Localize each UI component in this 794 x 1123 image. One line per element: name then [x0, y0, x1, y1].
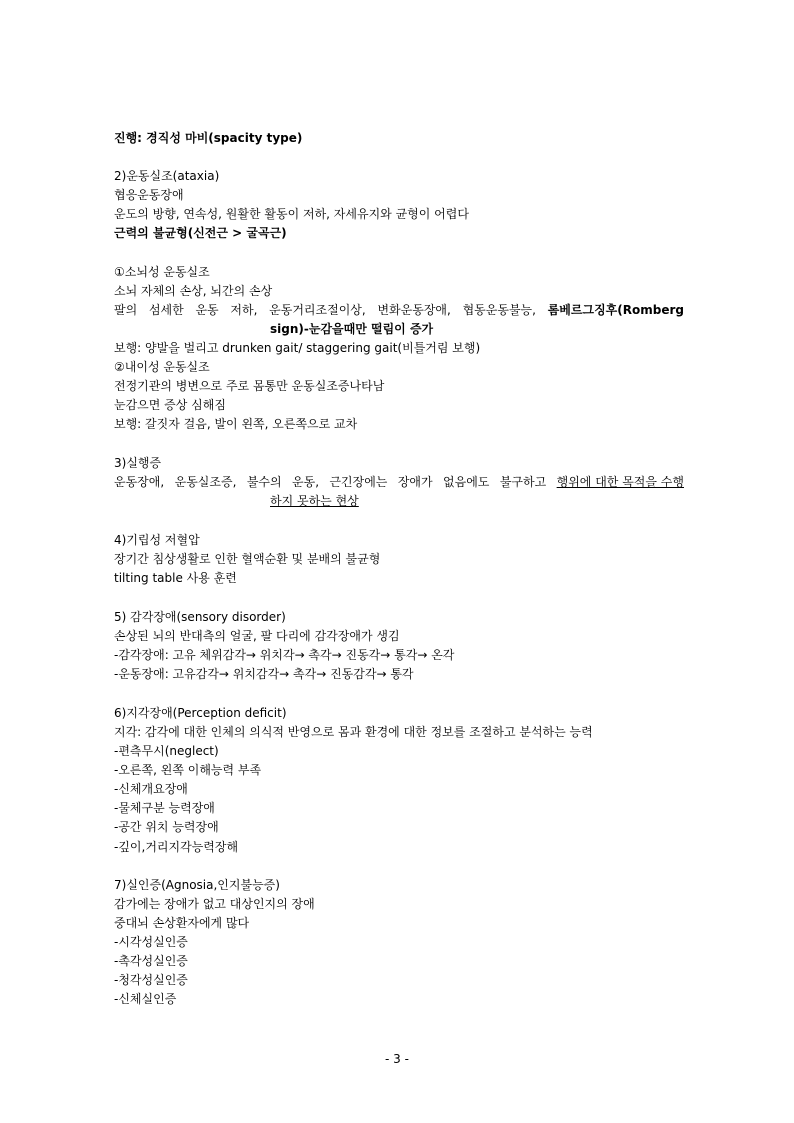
word: 협동운동불능, [462, 303, 536, 317]
text-line: 지각: 감각에 대한 인체의 의식적 반영으로 몸과 환경에 대한 정보를 조절하고 분석하는 능력 [114, 725, 593, 739]
section-heading-agnosia: 7)실인증(Agnosia,인지불능증) [114, 878, 280, 892]
word-bold: 롬베르그징후(Romberg [547, 303, 684, 317]
text-line-bold: 근력의 불균형(신전근 > 굴곡근) [114, 226, 287, 240]
subheading-cerebellar-ataxia: ①소뇌성 운동실조 [114, 265, 210, 279]
section-heading-apraxia: 3)실행증 [114, 456, 162, 470]
list-item: -깊이,거리지각능력장해 [114, 840, 239, 854]
word: 저하, [230, 303, 258, 317]
word: 팔의 [114, 303, 138, 317]
underlined-phrase: 행위에 대한 목적을 수행 [556, 475, 684, 489]
text-line: 손상된 뇌의 반대측의 얼굴, 팔 다리에 감각장애가 생김 [114, 629, 400, 643]
word: 섬세한 [148, 303, 184, 317]
list-item: -오른쪽, 왼쪽 이해능력 부족 [114, 763, 262, 777]
section-heading-perception-deficit: 6)지각장애(Perception deficit) [114, 706, 287, 720]
list-item: -청각성실인증 [114, 973, 188, 987]
word: 불구하고 [499, 475, 547, 489]
word: 불수의 [246, 475, 282, 489]
section-heading-sensory-disorder: 5) 감각장애(sensory disorder) [114, 610, 286, 624]
word: 없음에도 [443, 475, 490, 489]
word: 변화운동장애, [377, 303, 451, 317]
text-line: 운도의 방향, 연속성, 원활한 활동이 저하, 자세유지와 균형이 어렵다 [114, 207, 469, 221]
text-line: -운동장애: 고유감각→ 위치감각→ 촉각→ 진동감각→ 통각 [114, 667, 414, 681]
text-line: 중대뇌 손상환자에게 많다 [114, 916, 250, 930]
text-line: 감가에는 장애가 없고 대상인지의 장애 [114, 897, 315, 911]
text-line: 장기간 침상생활로 인한 혈액순환 및 분배의 불균형 [114, 552, 381, 566]
section-heading-orthostatic-hypotension: 4)기립성 저혈압 [114, 533, 200, 547]
word: 운동 [195, 303, 219, 317]
text-line: -감각장애: 고유 체위감각→ 위치각→ 촉각→ 진동각→ 통각→ 온각 [114, 648, 455, 662]
word: 운동실조증, [174, 475, 237, 489]
word: 운동거리조절이상, [269, 303, 366, 317]
word: 근긴장에는 [329, 475, 388, 489]
text-line: 협응운동장애 [114, 188, 184, 202]
text-line: 보행: 양발을 벌리고 drunken gait/ staggering gait(비틀거림 보행) [114, 341, 481, 355]
list-item: -촉각성실인증 [114, 954, 188, 968]
text-line-bold: sign)-눈감을때만 떨림이 증가 [270, 322, 434, 336]
text-line: 보행: 갈짓자 걸음, 발이 왼쪽, 오른쪽으로 교차 [114, 417, 358, 431]
text-line: 전정기관의 병변으로 주로 몸통만 운동실조증나타남 [114, 379, 385, 393]
underlined-phrase: 하지 못하는 현상 [270, 494, 359, 508]
word: 운동, [292, 475, 320, 489]
list-item: -신체실인증 [114, 992, 177, 1006]
page-number: - 3 - [385, 1052, 409, 1066]
section-heading-ataxia: 2)운동실조(ataxia) [114, 169, 220, 183]
list-item: -공간 위치 능력장애 [114, 820, 219, 834]
list-item: -편측무시(neglect) [114, 744, 219, 758]
subheading-vestibular-ataxia: ②내이성 운동실조 [114, 360, 210, 374]
section-title-progress: 진행: 경직성 마비(spacity type) [114, 131, 303, 145]
list-item: -시각성실인증 [114, 935, 188, 949]
justified-line [114, 474, 684, 490]
text-line: 소뇌 자체의 손상, 뇌간의 손상 [114, 284, 273, 298]
justified-line [114, 302, 684, 318]
word: 운동장애, [114, 475, 165, 489]
text-line: tilting table 사용 훈련 [114, 571, 237, 585]
text-line: 눈감으면 증상 심해짐 [114, 398, 226, 412]
list-item: -신체개요장애 [114, 782, 188, 796]
word: 장애가 [397, 475, 433, 489]
list-item: -물체구분 능력장애 [114, 801, 215, 815]
